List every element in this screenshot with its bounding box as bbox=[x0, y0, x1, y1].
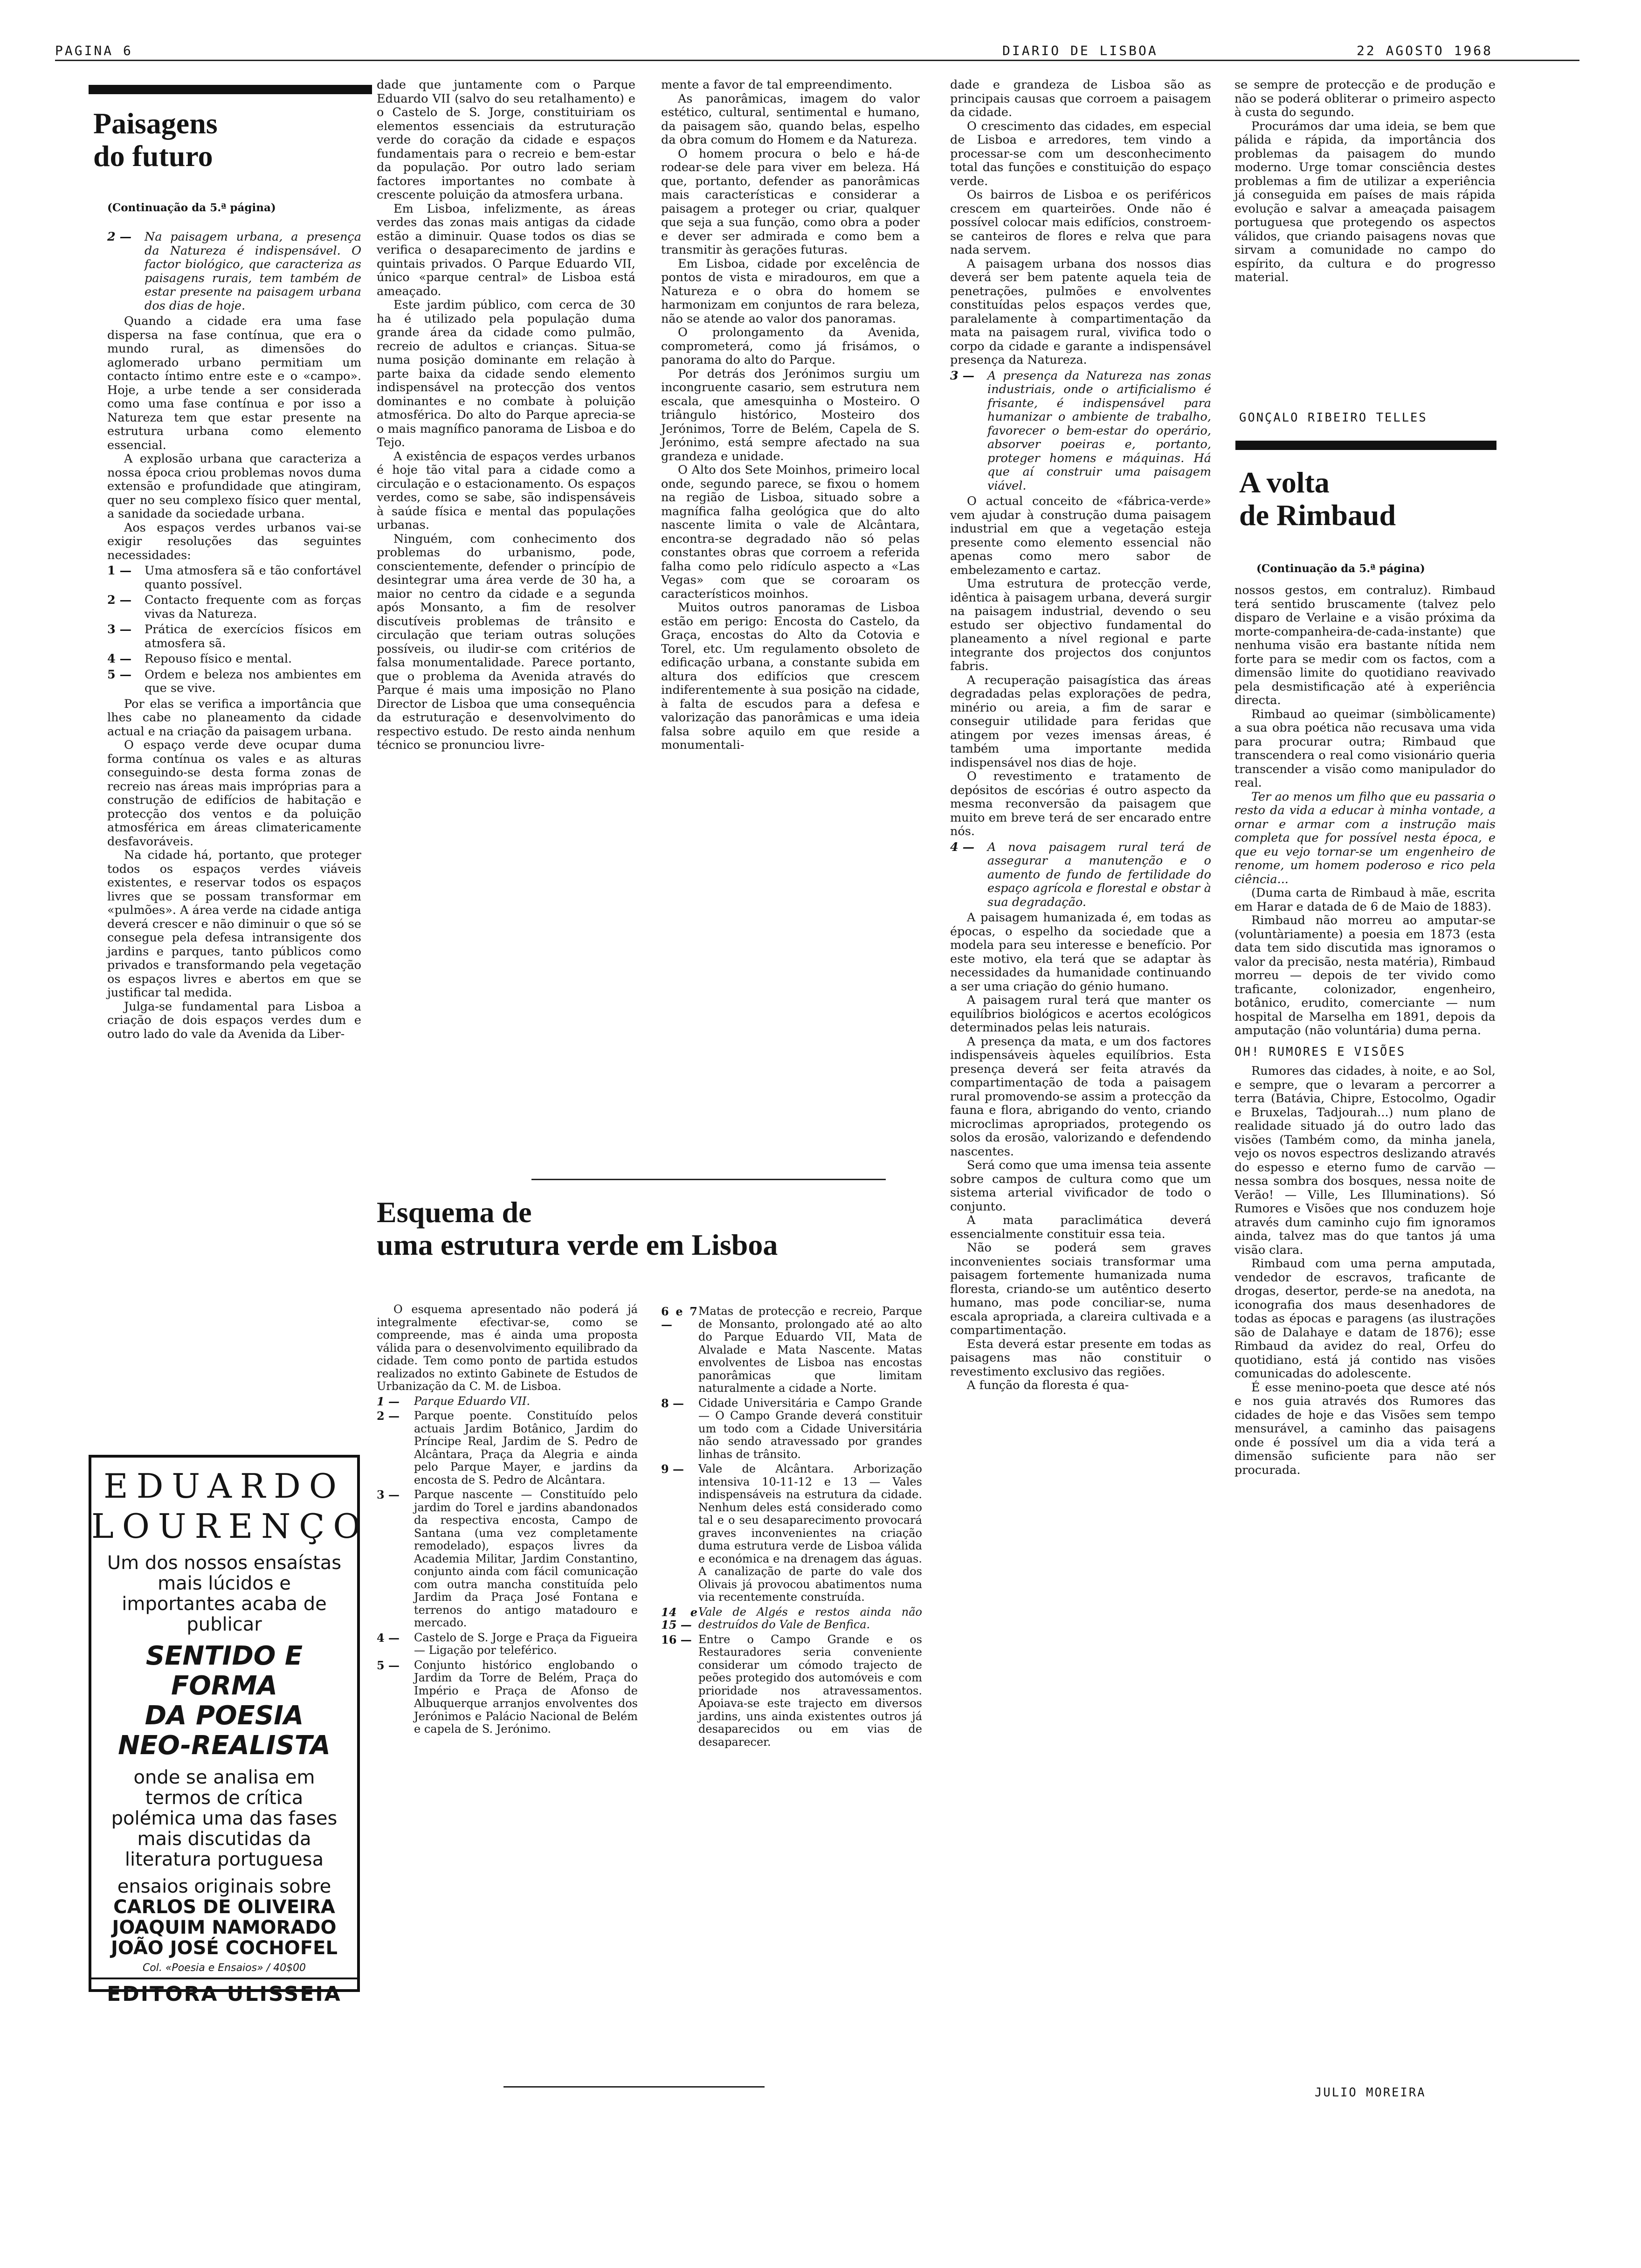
paragraph: Esta deverá estar presente em todas as paisagens mas não constituir o revestimento exclusivo das regiões. bbox=[950, 1337, 1211, 1379]
paragraph: A paisagem humanizada é, em todas as épocas, o espelho da sociedade que a modela para seu interesse e benefício. Por este motivo, ela terá que se adaptar às necessidades da humanidade continuando a ser uma criação do génio humano. bbox=[950, 911, 1211, 994]
ad-publisher: EDITORA ULISSEIA bbox=[91, 1978, 357, 2006]
paragraph: Ter ao menos um filho que eu passaria o resto da vida a educar à minha vontade, a ornar e armar com a instrução mais completa que for possível nesta época, e que eu vejo tornar-se um engenheiro de renome, um homem poderoso e rico pela ciência... bbox=[1234, 789, 1496, 886]
paragraph: Os bairros de Lisboa e os periféricos crescem em quarteirões. Onde não é possível colocar mais edifícios, constroem-se canteiros de flores e relva que para nada servem. bbox=[950, 188, 1211, 257]
numbered-item bbox=[107, 564, 361, 592]
article1-column-5 bbox=[1234, 78, 1496, 285]
ad-author-last: LOURENÇO bbox=[91, 1507, 369, 1546]
numbered-item bbox=[661, 1397, 922, 1461]
paragraph: Não se poderá sem graves inconvenientes sociais transformar uma paisagem fortemente humanizada numa floresta, criando-se um autêntico deserto humano, mas pode conciliar-se, numa escala apropriada, a clareira cultivada e a compartimentação. bbox=[950, 1241, 1211, 1337]
item-number: 2 — bbox=[107, 593, 132, 607]
article-title-paisagens bbox=[93, 107, 373, 173]
item-number: 1 — bbox=[377, 1394, 400, 1408]
continuation-note: (Continuação da 5.ª página) bbox=[107, 201, 276, 214]
ad-poet-2: JOAQUIM NAMORADO bbox=[112, 1917, 337, 1938]
header-rule bbox=[55, 60, 1579, 61]
paragraph: dade e grandeza de Lisboa são as principais causas que corroem a paisagem da cidade. bbox=[950, 78, 1211, 119]
paragraph: Procurámos dar uma ideia, se bem que pálida e rápida, da importância dos problemas da paisagem do mundo moderno. Urge tomar consciência destes problemas a fim de utilizar a experiência já conseguida em países de mais rápida evolução e salvar a ameaçada paisagem portuguesa que protegendo os aspectos válidos, que criando paisagens novas que sirvam a comunidade no campo do espírito, da cultura e do progresso material. bbox=[1234, 119, 1496, 284]
book-advertisement bbox=[89, 1455, 369, 2006]
title2-line-1: Esquema de bbox=[377, 1196, 532, 1229]
item-text: Vale de Algés e restos ainda não destruídos do Vale de Benfica. bbox=[698, 1605, 922, 1631]
item-text: Parque poente. Constituído pelos actuais Jardim Botânico, Jardim do Príncipe Real, Jardim de S. Pedro de Alcântara, Praça da Alegria e ainda pelo Parque Mayer, e jardins da encosta de S. Pedro de Alcântara. bbox=[414, 1409, 638, 1487]
item-number: 3 — bbox=[950, 368, 975, 383]
paragraph: A mata paraclimática deverá essencialmente constituir essa teia. bbox=[950, 1213, 1211, 1241]
item-number: 3 — bbox=[107, 622, 132, 636]
item-number: 5 — bbox=[377, 1658, 400, 1672]
item-text: Na paisagem urbana, a presença da Natureza é indispensável. O factor biológico, que caracteriza as paisagens rurais, tem também de estar presente na paisagem urbana dos dias de hoje. bbox=[145, 230, 361, 313]
article-title-esquema bbox=[377, 1196, 1029, 1261]
paragraph: dade que juntamente com o Parque Eduardo VII (salvo do seu retalhamento) e o Castelo de S. Jorge, constituiriam os elementos essenciais da estruturação verde do coração da cidade e espaços fundamentais para o recreio e bem-estar da população. Por outro lado seriam factores importantes no combate à crescente poluição da atmosfera urbana. bbox=[377, 78, 635, 202]
paragraph: A paisagem urbana dos nossos dias deverá ser bem patente aquela teia de penetrações, pulmões e envolventes constituídas pelos espaços verdes que, paralelamente à compartimentação da mata na paisagem rural, vivifica todo o corpo da cidade e garante a indispensável presença da Natureza. bbox=[950, 256, 1211, 367]
ad-book-title-3: NEO-REALISTA bbox=[118, 1730, 331, 1761]
item-text: Parque Eduardo VII. bbox=[414, 1394, 530, 1408]
ad-description: onde se analisa em termos de crítica polémica uma das fases mais discutidas da literatura portuguesa bbox=[111, 1767, 338, 1870]
paragraph: O esquema apresentado não poderá já integralmente efectivar-se, como se compreende, mas é ainda uma proposta válida para o desenvolvimento equilibrado da cidade. Tem como ponto de partida estudos realizados no extinto Gabinete de Estudos de Urbanização da C. M. de Lisboa. bbox=[377, 1303, 638, 1393]
paragraph: Em Lisboa, infelizmente, as áreas verdes das zonas mais antigas da cidade estão a diminuir. Quase todos os dias se verifica o desaparecimento de jardins e quintais privados. O Parque Eduardo VII, único «parque central» de Lisboa está ameaçado. bbox=[377, 201, 635, 298]
item-text: Ordem e beleza nos ambientes em que se vive. bbox=[145, 667, 361, 695]
newspaper-name: DIARIO DE LISBOA bbox=[1002, 43, 1158, 58]
paragraph: Julga-se fundamental para Lisboa a criação de dois espaços verdes dum e outro lado do vale da Avenida da Liber- bbox=[107, 999, 361, 1041]
article1-column-1 bbox=[107, 228, 361, 1041]
item-number: 3 — bbox=[377, 1488, 400, 1501]
item-text: Contacto frequente com as forças vivas da Natureza. bbox=[145, 593, 361, 621]
numbered-item bbox=[377, 1410, 638, 1487]
paragraph: Em Lisboa, cidade por excelência de pontos de vista e miradouros, em que a Natureza e o obra do homem se harmonizam em conjuntos de rara beleza, não se atende ao valor dos panoramas. bbox=[661, 256, 920, 326]
article2-column-1 bbox=[377, 1303, 638, 1738]
subheading: OH! RUMORES E VISÕES bbox=[1234, 1044, 1406, 1059]
paragraph: nossos gestos, em contraluz). Rimbaud terá sentido bruscamente (talvez pelo disparo de Verlaine e a visão próxima da morte-companheira-de-cada-instante) que nenhuma visão era bastante nítida nem forte para se medir com os factos, com a dimensão limite do quotidiano reavivado pela desmistificação até à experiência directa. bbox=[1234, 583, 1496, 707]
item-number: 4 — bbox=[377, 1631, 400, 1645]
title-line-1: Paisagens bbox=[93, 107, 218, 140]
numbered-item bbox=[661, 1633, 922, 1749]
author-name-3: JULIO MOREIRA bbox=[1315, 2086, 1426, 2100]
paragraph: mente a favor de tal empreendimento. bbox=[661, 78, 893, 92]
item-number: 4 — bbox=[107, 652, 132, 666]
item-number: 14 e 15 — bbox=[661, 1605, 697, 1632]
paragraph: Aos espaços verdes urbanos vai-se exigir resoluções das seguintes necessidades: bbox=[107, 520, 361, 562]
paragraph: O actual conceito de «fábrica-verde» vem ajudar à construção duma paisagem industrial em que a vegetação esteja presente como elemento essencial não apenas como mero sabor de embelezamento e cartaz. bbox=[950, 494, 1211, 577]
paragraph: As panorâmicas, imagem do valor estético, cultural, sentimental e humano, da paisagem são, quando belas, espelho da obra comum do Homem e da Natureza. bbox=[661, 91, 920, 147]
item-number: 6 e 7 — bbox=[661, 1305, 697, 1331]
article-title-rimbaud bbox=[1239, 466, 1500, 532]
paragraph: A paisagem rural terá que manter os equilíbrios biológicos e acertos ecológicos determinados pelas leis naturais. bbox=[950, 993, 1211, 1035]
numbered-item bbox=[107, 230, 361, 313]
paragraph: A explosão urbana que caracteriza a nossa época criou problemas novos duma extensão e profundidade que atingiram, quer no seu complexo físico quer mental, a sanidade da sociedade urbana. bbox=[107, 452, 361, 521]
article1-column-4 bbox=[950, 78, 1211, 1393]
paragraph: (Duma carta de Rimbaud à mãe, escrita em Harar e datada de 6 de Maio de 1883). bbox=[1234, 886, 1496, 914]
paragraph: Uma estrutura de protecção verde, idêntica à paisagem urbana, deverá surgir na paisagem industrial, devendo o seu estudo ser objectivo fundamental do planeamento a nível regional e parte integrante dos projectos dos conjuntos fabris. bbox=[950, 577, 1211, 673]
paragraph: Este jardim público, com cerca de 30 ha é utilizado pela população duma grande área da cidade como pulmão, recreio de adultos e crianças. Situa-se numa posição dominante em relação à parte baixa da cidade sendo elemento indispensável na protecção dos ventos dominantes e no combate à poluição atmosférica. Do alto do Parque aprecia-se o mais magnífico panorama de Lisboa e do Tejo. bbox=[377, 298, 635, 449]
item-text: Vale de Alcântara. Arborização intensiva 10-11-12 e 13 — Vales indispensáveis na estrutura da cidade. Nenhum deles está considerado como tal e o seu desaparecimento provocará graves inconvenientes na criação duma estrutura verde de Lisboa válida e económica e na drenagem das águas. A canalização de parte do vale dos Olivais já provocou abatimentos numa via recentemente construída. bbox=[698, 1462, 922, 1604]
numbered-item bbox=[377, 1632, 638, 1657]
paragraph: O crescimento das cidades, em especial de Lisboa e arredores, tem vindo a processar-se com um desconhecimento total das funções e constituição do espaço verde. bbox=[950, 119, 1211, 188]
paragraph: Rimbaud ao queimar (simbòlicamente) a sua obra poética não recusava uma vida para procurar outra; Rimbaud que transcendera o real como visionário queria transcender a visão como manipulador do real. bbox=[1234, 707, 1496, 790]
paragraph: O homem procura o belo e há-de rodear-se dele para viver em beleza. Há que, portanto, defender as panorâmicas mais características e considerar a paisagem a proteger ou criar, qualquer que seja a sua função, como obra a poder e dever ser admirada e como bem a transmitir às gerações futuras. bbox=[661, 146, 920, 257]
title2-line-2: uma estrutura verde em Lisboa bbox=[377, 1228, 778, 1261]
author-signature-1 bbox=[1239, 405, 1500, 425]
item-number: 9 — bbox=[661, 1462, 684, 1476]
article-top-bar bbox=[89, 85, 372, 94]
paragraph: Rimbaud com uma perna amputada, vendedor de escravos, traficante de drogas, desertor, perde-se na anedota, na iconografia dos maus desenhadores de todas as épocas e paragens (as ilustrações são de Dalahaye e datam de 1876); esse Rimbaud da avidez do real, Orfeu do quotidiano, está já contido nas visões comunicadas do adolescente. bbox=[1234, 1257, 1496, 1381]
author-name: GONÇALO RIBEIRO TELLES bbox=[1239, 411, 1427, 425]
article2-top-rule bbox=[531, 1179, 886, 1180]
item-text: Matas de protecção e recreio, Parque de Monsanto, prolongado até ao alto do Parque Eduardo VII, Mata de Alvalade e Mata Nascente. Matas envolventes de Lisboa nas encostas panorâmicas que limitam naturalmente a cidade a Norte. bbox=[698, 1305, 922, 1395]
article1-column-3 bbox=[661, 78, 920, 753]
item-number: 5 — bbox=[107, 667, 132, 682]
ad-intro: Um dos nossos ensaístas mais lúcidos e importantes acaba de publicar bbox=[107, 1552, 342, 1635]
paragraph: Muitos outros panoramas de Lisboa estão em perigo: Encosta do Castelo, da Graça, encostas do Alto da Cotovia e Torel, etc. Um regulamento obsoleto de edificação urbana, a constante subida em altura dos edifícios que crescem indiferentemente à sua posição na cidade, à falta de escudos para a defesa e valorização das panorâmicas e uma ideia falsa sobre aquilo em que reside a monumentali- bbox=[661, 601, 920, 752]
numbered-item bbox=[107, 594, 361, 621]
issue-date: 22 AGOSTO 1968 bbox=[1357, 43, 1493, 58]
paragraph: Rumores das cidades, à noite, e ao Sol, e sempre, que o levaram a percorrer a terra (Batávia, Chipre, Estocolmo, Ogadir e Bruxelas, Tadjourah...) num plano de realidade situado já do outro lado das visões (Também como, da minha janela, vejo os novos espectros deslizando através do espesso e eterno fumo de carvão — nessa sombra dos bosques, nessa noite de Verão! — Ville, Les Illuminations). Só Rumores e Visões que nos conduzem hoje através dum caminho cujo fim ignoramos ainda, talvez mas do que tantos já uma visão clara. bbox=[1234, 1064, 1496, 1257]
numbered-item bbox=[377, 1395, 638, 1408]
title-line-2: do futuro bbox=[93, 139, 213, 173]
numbered-item bbox=[661, 1606, 922, 1632]
ad-book-title-1: SENTIDO E FORMA bbox=[145, 1641, 303, 1701]
numbered-item bbox=[107, 623, 361, 650]
paragraph: O prolongamento da Avenida, comprometerá, como já frisámos, o panorama do alto do Parque. bbox=[661, 325, 920, 367]
item-number: 16 — bbox=[661, 1632, 692, 1646]
ad-poet-1: CARLOS DE OLIVEIRA bbox=[113, 1896, 335, 1918]
article2-column-2 bbox=[661, 1303, 922, 1750]
item-text: Entre o Campo Grande e os Restauradores seria conveniente considerar um cómodo trajecto de peões protegido dos automóveis e com prioridade nos atravessamentos. Apoiava-se este trajecto em diversos jardins, uns ainda existentes outros já desaparecidos ou em vias de desaparecer. bbox=[698, 1632, 922, 1749]
item-text: Uma atmosfera sã e tão confortável quanto possível. bbox=[145, 564, 361, 592]
item-number: 4 — bbox=[950, 840, 975, 854]
paragraph: A função da floresta é qua- bbox=[967, 1378, 1129, 1392]
item-text: Cidade Universitária e Campo Grande — O Campo Grande deverá constituir um todo com a Cidade Universitária não sendo atravessado por grandes linhas de trânsito. bbox=[698, 1396, 922, 1461]
item-text: Conjunto histórico englobando o Jardim da Torre de Belém, Praça do Império e Praça de Afonso de Albuquerque arranjos envolventes dos Jerónimos e Palácio Nacional de Belém e capela de S. Jerónimo. bbox=[414, 1658, 638, 1736]
paragraph: É esse menino-poeta que desce até nós e nos guia através dos Rumores das cidades de hoje e das Visões sem tempo mensurável, a caminho das paisagens onde é possível um dia a vida terá a dimensão suficiente para não ser procurada. bbox=[1234, 1380, 1496, 1477]
paragraph: Será como que uma imensa teia assente sobre campos de cultura como que um sistema arterial vivificador de todo o conjunto. bbox=[950, 1158, 1211, 1214]
item-text: A presença da Natureza nas zonas industriais, onde o artificialismo é frisante, é indispensável para humanizar o ambiente de trabalho, favorecer o bem-estar do operário, absorver poeiras e, portanto, proteger homens e máquinas. Há que aí construir uma paisagem viável. bbox=[987, 368, 1211, 493]
ad-author-first: EDUARDO bbox=[103, 1466, 345, 1506]
paragraph: Por detrás dos Jerónimos surgiu um incongruente casario, sem estrutura nem escala, que amesquinha o Mosteiro. O triângulo histórico, Mosteiro dos Jerónimos, Torre de Belém, Capela de S. Jerónimo, está sempre afectado na sua grandeza e unidade. bbox=[661, 366, 920, 463]
numbered-item bbox=[377, 1659, 638, 1736]
item-text: Parque nascente — Constituído pelo jardim do Torel e jardins abandonados da respectiva encosta, Campo de Santana (uma vez completamente remodelado), espaços livres da Academia Militar, Jardim Constantino, conjunto ainda com fácil comunicação com outra mancha constituída pelo Jardim da Praça José Fontana e terrenos do antigo matadouro e mercado. bbox=[414, 1488, 638, 1629]
title3-line-2: de Rimbaud bbox=[1239, 498, 1396, 532]
author-signature-3 bbox=[1315, 2080, 1482, 2100]
numbered-item bbox=[950, 841, 1211, 910]
paragraph: O Alto dos Sete Moinhos, primeiro local onde, segundo parece, se fixou o homem na região de Lisboa, situado sobre a magnífica falha geológica que do alto nascente limita o vale de Alcântara, encontra-se degradado não só pelas constantes obras que corroem a referida falha como pelo ridículo aspecto a «Las Vegas» com que se coroaram os característicos moinhos. bbox=[661, 463, 920, 601]
paragraph: Na cidade há, portanto, que proteger todos os espaços verdes viáveis existentes, e reservar todos os espaços livres que se possam transformar em «pulmões». A área verde na cidade antiga deverá crescer e não diminuir o que só se consegue pela defesa intransigente dos jardins e parques, tanto públicos como privados e transformando pela vegetação os espaços livres e abertos em que se justificar tal medida. bbox=[107, 848, 361, 1000]
article3-column bbox=[1234, 584, 1496, 1477]
item-text: Repouso físico e mental. bbox=[145, 652, 292, 666]
item-text: Castelo de S. Jorge e Praça da Figueira — Ligação por teleférico. bbox=[414, 1631, 638, 1657]
item-number: 2 — bbox=[107, 230, 132, 244]
numbered-item bbox=[107, 668, 361, 696]
item-number: 1 — bbox=[107, 564, 132, 578]
paragraph: Quando a cidade era uma fase dispersa na fase contínua, que era o mundo rural, as dimensões do aglomerado urbano permitiam um contacto íntimo entre este e o «campo». Hoje, a urbe tende a ser considerada como uma fase contínua e por isso a Natureza tem que estar presente na estrutura urbana como elemento essencial. bbox=[107, 314, 361, 452]
numbered-item bbox=[377, 1488, 638, 1630]
continuation-note-3: (Continuação da 5.ª página) bbox=[1256, 562, 1425, 575]
paragraph: A existência de espaços verdes urbanos é hoje tão vital para a cidade como a circulação e o estacionamento. Os espaços verdes, como se sabe, são indispensáveis à saúde física e mental das populações urbanas. bbox=[377, 449, 635, 532]
article3-top-bar bbox=[1235, 441, 1496, 450]
paragraph: O espaço verde deve ocupar duma forma contínua os vales e as alturas conseguindo-se desta forma zonas de recreio nas áreas mais impróprias para a construção de edifícios de habitação e protecção dos ventos e da poluição atmosférica em áreas climatericamente desfavoráveis. bbox=[107, 738, 361, 849]
paragraph: Ninguém, com conhecimento dos problemas do urbanismo, pode, conscientemente, defender o princípio de desintegrar uma área verde de 30 ha, a maior no centro da cidade e a segunda após Monsanto, a fim de resolver discutíveis problemas de trânsito e circulação que teriam outras soluções possíveis, ou iludir-se com critérios de falsa monumentalidade. Parece portanto, que o problema da Avenida através do Parque é mais uma imposição no Plano Director de Lisboa que uma consequência da estruturação e desenvolvimento do respectivo estudo. De resto ainda nenhum técnico se pronunciou livre- bbox=[377, 532, 635, 752]
numbered-item bbox=[950, 369, 1211, 493]
article1-column-2 bbox=[377, 78, 635, 753]
paragraph: A recuperação paisagística das áreas degradadas pelas explorações de pedra, minério ou areia, a fim de sarar e conseguir utilidade para feridas que atingem por vezes imensas áreas, é também uma importante medida indispensável nos dias de hoje. bbox=[950, 673, 1211, 770]
item-text: Prática de exercícios físicos em atmosfera sã. bbox=[145, 622, 361, 650]
paragraph: Rimbaud não morreu ao amputar-se (voluntàriamente) a poesia em 1873 (esta data tem sido discutida mas ignoramos o valor da precisão, nesta matéria), Rimbaud morreu — depois de ter vivido como traficante, colonizador, engenheiro, botânico, erudito, comerciante — num hospital de Marselha em 1891, depois da amputação (não voluntária) duma perna. bbox=[1234, 913, 1496, 1037]
numbered-item bbox=[107, 652, 361, 666]
paragraph: A presença da mata, e um dos factores indispensáveis àqueles equilíbrios. Esta presença deverá ser feita através da compartimentação de toda a paisagem rural promovendo-se assim a protecção da fauna e flora, abrigando do vento, criando microclimas apropriados, protegendo os solos da erosão, valorizando e defendendo nascentes. bbox=[950, 1034, 1211, 1159]
ad-book-title-2: DA POESIA bbox=[145, 1701, 304, 1731]
title3-line-1: A volta bbox=[1239, 466, 1330, 499]
article2-bottom-rule bbox=[503, 2086, 765, 2088]
paragraph: se sempre de protecção e de produção e não se poderá obliterar o primeiro aspecto à custa do segundo. bbox=[1234, 78, 1496, 119]
ad-essays: ensaios originais sobre bbox=[117, 1876, 331, 1897]
ad-poet-3: JOÃO JOSÉ COCHOFEL bbox=[111, 1937, 338, 1959]
numbered-item bbox=[661, 1463, 922, 1604]
item-number: 2 — bbox=[377, 1409, 400, 1423]
ad-collection: Col. «Poesia e Ensaios» / 40$00 bbox=[142, 1962, 306, 1974]
paragraph: Por elas se verifica a importância que lhes cabe no planeamento da cidade actual e na criação da paisagem urbana. bbox=[107, 697, 361, 739]
paragraph: O revestimento e tratamento de depósitos de escórias é outro aspecto da mesma reconversão da paisagem que muito em breve terá de ser encarado entre nós. bbox=[950, 769, 1211, 838]
item-text: A nova paisagem rural terá de assegurar a manutenção e o aumento de fundo de fertilidade do espaço agrícola e florestal e obstar à sua degradação. bbox=[987, 840, 1211, 909]
numbered-item bbox=[661, 1305, 922, 1395]
page-number: PAGINA 6 bbox=[55, 43, 133, 58]
item-number: 8 — bbox=[661, 1396, 684, 1410]
